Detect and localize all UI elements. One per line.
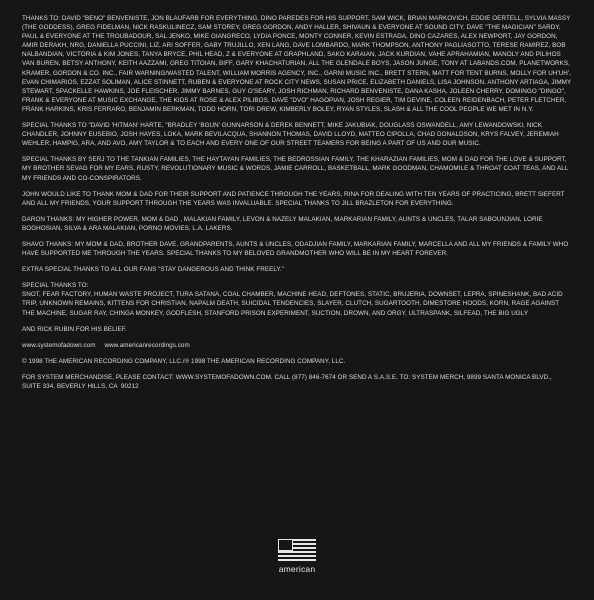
merch-contact-paragraph: FOR SYSTEM MERCHANDISE, PLEASE CONTACT: WWW.SYSTEMOFADOWN.COM. CALL (877) 846-7674 OR SEND A S.A.S.E. TO: SYSTEM MERCH, 9899 SANTA MONICA BLVD., SUITE 334, BEVERLY HILLS, CA 90212 (22, 373, 554, 390)
serj-thanks-paragraph: SPECIAL THANKS BY SERJ TO THE TANKIAN FAMILIES, THE HAYTAYAN FAMILIES, THE BEDROSSIAN FAMILY, THE KHARAZIAN FAMILIES, MOM & DAD FOR THE LOVE & SUPPORT, MY BROTHER SEVAG FOR MY EARS, RUSTY, REVOLUTIONARY MUSIC & WORDS, JAMIE CARROLL, BASKETBALL, MARK GOODMAN, CHAMOMILE & THROAT COAT TEAS, AND ALL MY FRIENDS AND CO-CONSPIRATORS. (22, 156, 570, 182)
websites-line: www.systemofadown.com www.americanrecordings.com (22, 341, 190, 349)
bands-thanks-paragraph: SPECIAL THANKS TO: SNOT, FEAR FACTORY, HUMAN WASTE PROJECT, TURA SATANA, COAL CHAMBER, MACHINE HEAD, DEFTONES, STATIC, BRUJERIA, DOWNSET, LEPRA, SPINESHANK, BAD ACID TRIP, UNKNOWN REMAINS, KITTENS FOR CHRISTIAN, NAPALM DEATH, SUICIDAL TENDENCIES, SLAYER, CLUTCH, SUGARTOOTH, DIMESTORE HOODS, KORN, RAGE AGAINST THE MACHINE, SUGAR RAY, CHINGA MONKEY, GODFLESH, STANFORD PRISON EXPERIMENT, SUCTION, DROWN, AND ORGY, ULTRASPANK, SILFEAD, THE BIG UGLY (22, 282, 563, 317)
copyright-line: © 1998 THE AMERICAN RECORDING COMPANY, LLC./℗ 1998 THE AMERICAN RECORDING COMPANY, LLC. (22, 357, 346, 365)
john-thanks-paragraph: JOHN WOULD LIKE TO THANK MOM & DAD FOR THEIR SUPPORT AND PATIENCE THROUGH THE YEARS, RINA FOR DEALING WITH TEN YEARS OF PRACTICING, BRETT SIEFERT AND ALL MY FRIENDS, YOUR SUPPORT THROUGH THE YEARS WAS INVALUABLE. SPECIAL THANKS TO JILL BRAZLETON FOR EVERYTHING. (22, 190, 566, 207)
thanks-paragraph: THANKS TO: DAVID "BENO" BENVENISTE, JON BLAUFARB FOR EVERYTHING, DINO PAREDES FOR HIS SUPPORT, SAM WICK, BRIAN MARKOVICH, EDDIE OERTELL, SYLVIA MASSY (THE GODDESS), GREG FIDELMAN, NICK RASKULINECZ, SAM STOREY, GREG GORDON, ANDY HALLER, SHIVAUN & EVERYONE AT SOUND CITY, DAVE "THE MAGICIAN" SARDY, PAUL & EVERYONE AT THE TROUBADOUR, SAL JENKO, MIKE GIANGRECO, LYDIA PONCE, MONTY CONNER, KEVIN ESTRADA, DINO CAZARES, ALEX NEWPORT, JAY GORDON, AMIR DERAKH, NRG, DANIELLA PUCCINI, LIZ, ARI SOFFER, GABY TRUJILLO, XEN LANG, DAVE LOMBARDO, MARK THOMPSON, ANTHONY PAGLIASOTTO, TERESE RAMIREZ, BOB NALBANDIAN, VICTORIA & KIM JONES, TANYA BRYCE, PHIL HEAD, Z & EVERYONE AT GRAPHLAND, SAKO KARAIAN, JACK KURDIAN, VAHE APRAHAMIAN, MANOLY AND PILIHOS VAN BUREN, BETSY ANTHONY, KEITH AAZZAMI, GREG TITOIAN, BIFF, GARY KHACHATURIAN, ALL THE GLENDALE BOYS, JASON JUNGE, TONY AT LABANDS.COM, PLANETWORKS, KRAMER, GORDON & CO. INC., FAIR WARNING/WASTED TALENT, WILLIAM MORRIS AGENCY, INC., GARNI MUSIC INC., BRETT STERN, MATT FOR TENT BURNS, MOLLY FOR UH'UH', EVAN CHIMARIOS, EZZAT SOLIMAN, ALICE STINNETT, RUBEN & EVERYONE AT ROCK CITY NEWS, SUSAN PRICE, ELIZABETH DANIELS, LISA JOHNSON, ANTHONY ARTIAGA, JIMMY STEWART, SPACKELLE HAWKINS, JOE FLEISCHER, JIMMY BARNES, GUY O'SEARY, JOSH RICHMAN, RICHARD BENVENISTE, DANA KASHA, JOLEEN CHERRY, DOMINGO "DINGO", FRANK & EVERYONE AT MUSIC EXCHANGE, THE KIDS AT ROSE & ALEX PILIBOS, DAVE "DVO" HAGOPIAN, JOSH REGIER, TIM DEVINE, COLEEN REIDENBACH, PETER FLETCHER, FRANK HARKINS, KRIS FERRARO, BENJAMIN BERKMAN, TODD HORN, TORI DREW, KIMBERLY BOLEY, RYAN STYLES, SLASH & ALL THE COOL PEOPLE WE MET IN N.Y. (22, 15, 573, 113)
special-thanks-paragraph: SPECIAL THANKS TO "DAVID 'HITMAN' HARTE, "BRADLEY 'BGUN' GUNNARSON & DEREK BENNETT, MIKE JAKUBIAK, DOUGLASS OSWANDELL, AMY LEWANDOWSKI, NICK CHANDLER, JOHNNY EUSEBIO, JOSH HAYES, LOKA, MARK BEVILACQUA, SHANNON THOMAS, DAVID LLOYD, MATTEO CIPOLLA, CHAD DONALDSON, KRYS FALVEY, JEREMIAH WEHLER, HAMPIG, ARA, AND AVO, AMY TAYLOR & TO EACH AND EVERY ONE OF OUR STREET TEAMERS FOR BEING A PART OF US AND OUR MUSIC. (22, 122, 561, 148)
logo-text: american (278, 564, 316, 574)
daron-thanks-paragraph: DARON THANKS: MY HIGHER POWER, MOM & DAD , MALAKIAN FAMILY, LEVON & NAZELY MALAKIAN, MARKARIAN FAMILY, AUNTS & UNCLES, TALAR SABOUNJIAN, LORIE BOGHOSIAN, SILVA & ARA MALAKIAN, PORNO MOVIES, L.A. LAKERS. (22, 215, 545, 232)
fans-thanks-paragraph: EXTRA SPECIAL THANKS TO ALL OUR FANS "STAY DANGEROUS AND THINK FREELY." (22, 266, 284, 274)
shavo-thanks-paragraph: SHAVO THANKS: MY MOM & DAD, BROTHER DAVE, GRANDPARENTS, AUNTS & UNCLES, ODADJIAN FAMILY, MARKARIAN FAMILY, MARCELLA AND ALL MY FRIENDS & FAMILY WHO HAVE SUPPORTED ME THROUGH THE YEARS. SPECIAL THANKS TO MY BELOVED GRANDMOTHER WHO WILL BE IN MY HEART FOREVER. (22, 240, 571, 258)
flag-icon (278, 539, 316, 563)
rick-rubin-paragraph: AND RICK RUBIN FOR HIS BELIEF. (22, 325, 127, 333)
american-recordings-logo (276, 539, 318, 574)
